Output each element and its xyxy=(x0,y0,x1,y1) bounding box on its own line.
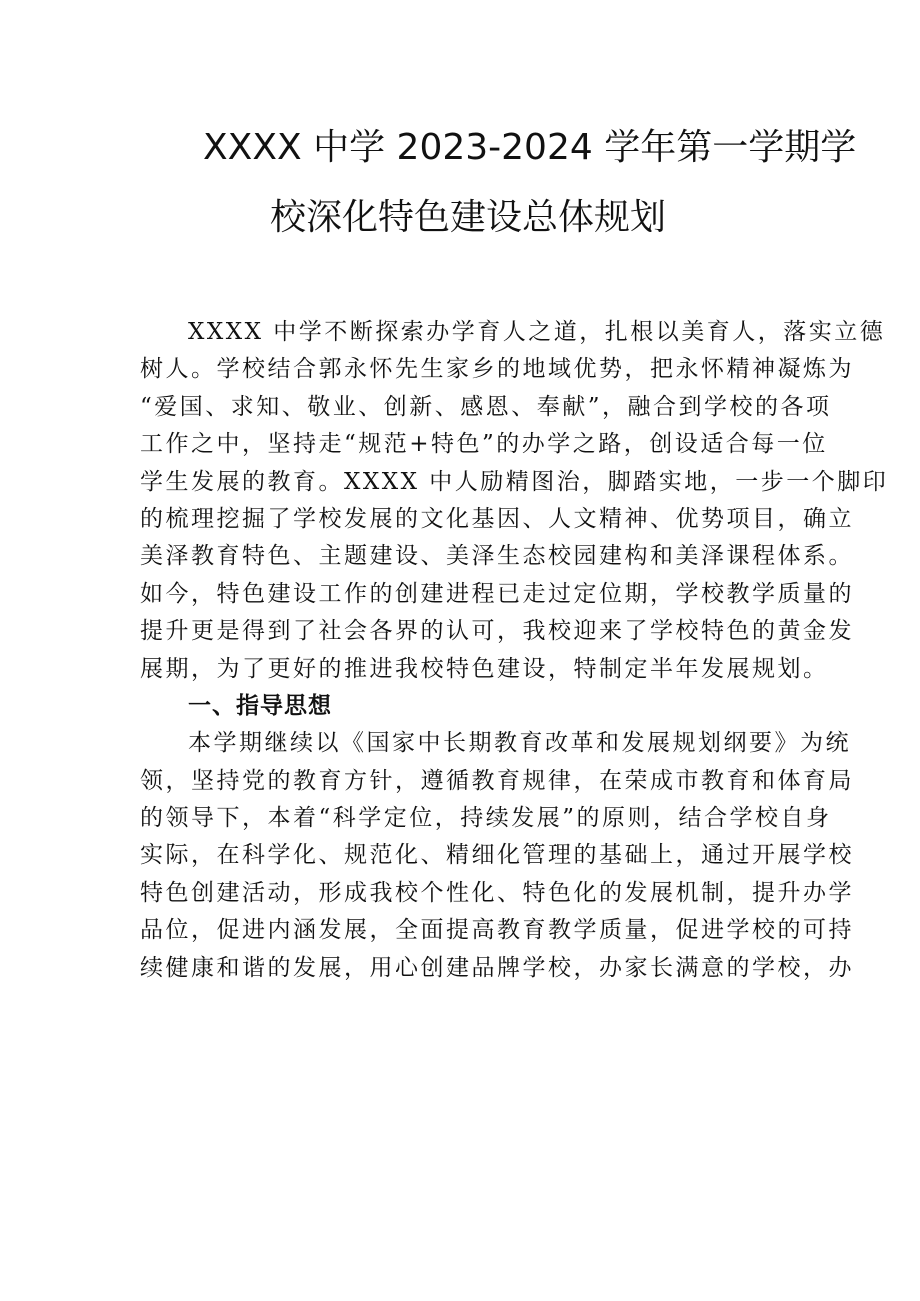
section-1-line: 领，坚持党的教育方针，遵循教育规律，在荣成市教育和体育局 xyxy=(140,767,854,794)
intro-line: 学生发展的教育。XXXX 中人励精图治，脚踏实地，一步一个脚印 xyxy=(140,468,889,495)
section-1-line: 品位，促进内涵发展，全面提高教育教学质量，促进学校的可持 xyxy=(140,917,854,944)
intro-line: 工作之中，坚持走“规范+特色”的办学之路，创设适合每一位 xyxy=(140,431,828,458)
intro-line: 树人。学校结合郭永怀先生家乡的地域优势，把永怀精神凝炼为 xyxy=(140,356,854,383)
document-title-line-2: 校深化特色建设总体规划 xyxy=(270,197,667,238)
intro-line: 如今，特色建设工作的创建进程已走过定位期，学校教学质量的 xyxy=(140,580,854,607)
section-1-line: 特色创建活动，形成我校个性化、特色化的发展机制，提升办学 xyxy=(140,879,854,906)
intro-line: 展期，为了更好的推进我校特色建设，特制定半年发展规划。 xyxy=(140,655,829,682)
section-heading-guiding-ideology: 一、指导思想 xyxy=(188,692,332,719)
intro-paragraph xyxy=(140,314,889,688)
intro-line: 美泽教育特色、主题建设、美泽生态校园建构和美泽课程体系。 xyxy=(140,543,854,570)
intro-line: XXXX 中学不断探索办学育人之道，扎根以美育人，落实立德 xyxy=(188,319,886,345)
intro-line: “爱国、求知、敬业、创新、感恩、奉献”，融合到学校的各项 xyxy=(140,393,832,420)
document-body xyxy=(140,314,889,987)
document-title-line-1: XXXX 中学 2023-2024 学年第一学期学 xyxy=(203,127,857,168)
section-1-line: 实际，在科学化、规范化、精细化管理的基础上，通过开展学校 xyxy=(140,842,854,869)
intro-line: 提升更是得到了社会各界的认可，我校迎来了学校特色的黄金发 xyxy=(140,618,854,645)
section-1-line: 的领导下，本着“科学定位，持续发展”的原则，结合学校自身 xyxy=(140,805,832,832)
section-1-paragraph xyxy=(140,725,854,987)
section-1-line: 本学期继续以《国家中长期教育改革和发展规划纲要》为统 xyxy=(188,730,851,757)
section-1-line: 续健康和谐的发展，用心创建品牌学校，办家长满意的学校，办 xyxy=(140,954,854,981)
intro-line: 的梳理挖掘了学校发展的文化基因、人文精神、优势项目，确立 xyxy=(140,505,854,532)
